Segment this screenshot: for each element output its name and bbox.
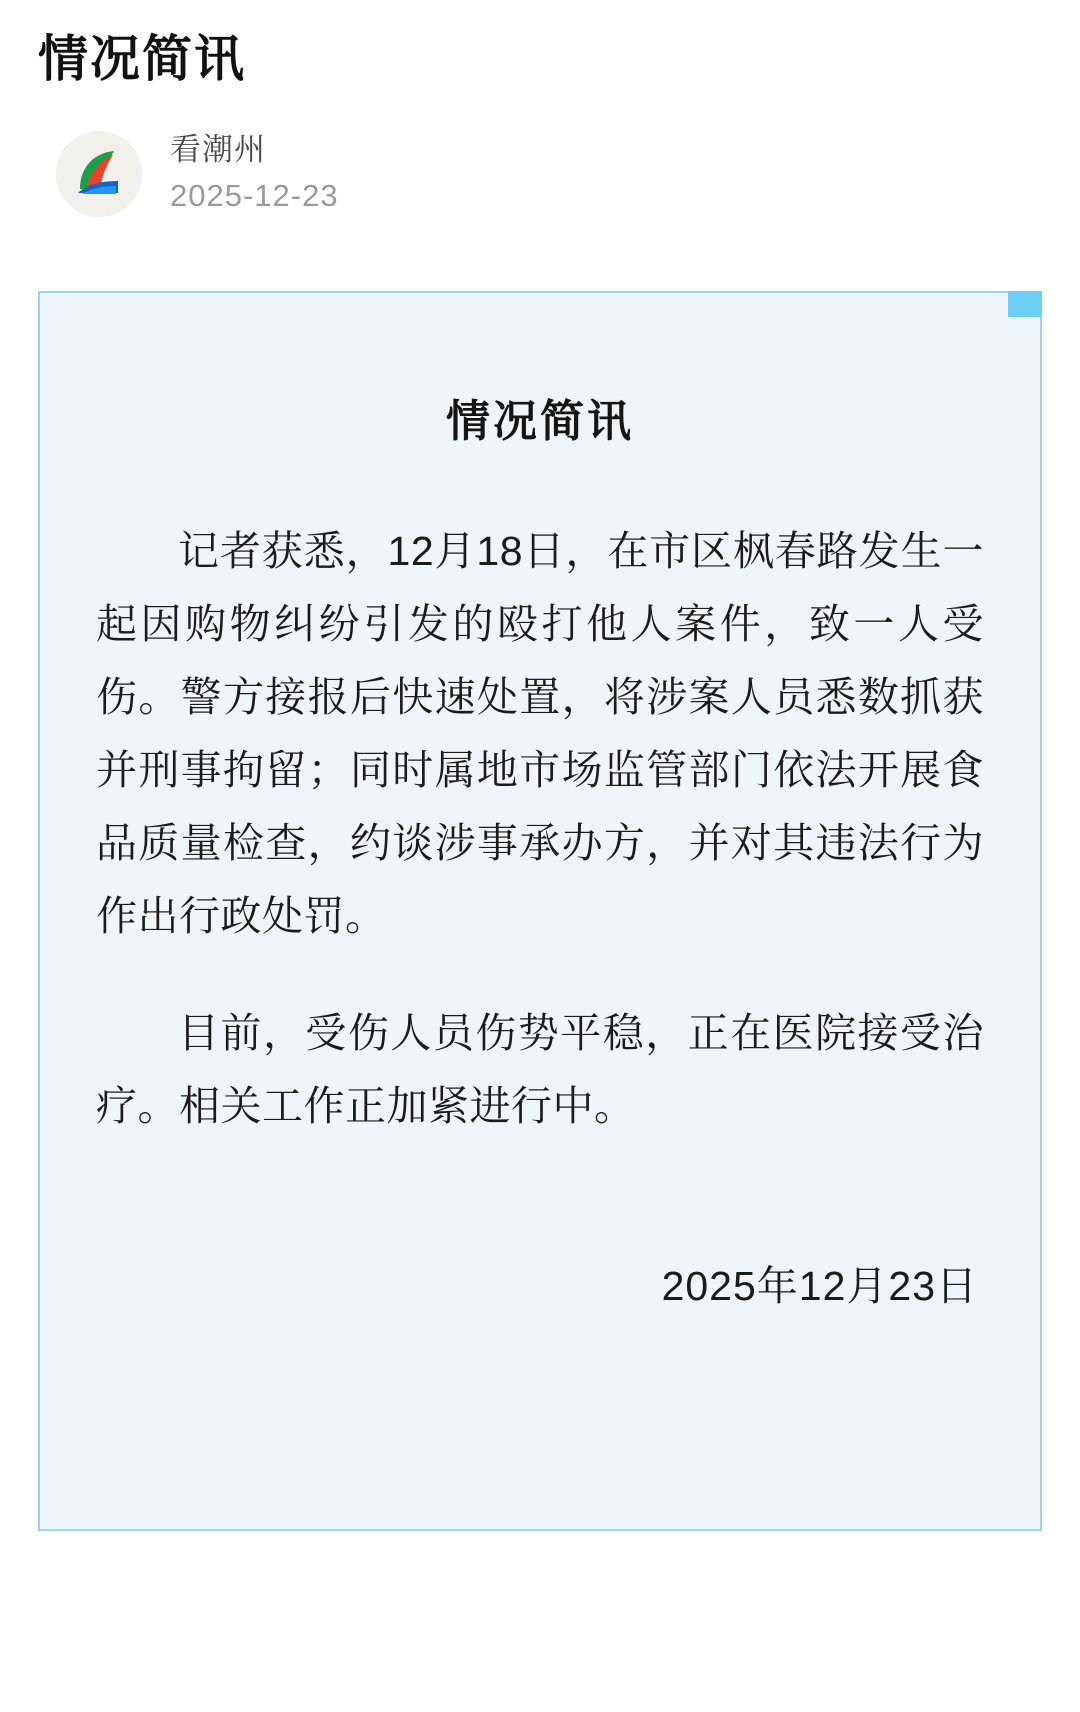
avatar[interactable] [56, 131, 142, 217]
article-page [0, 28, 1080, 1712]
page-title: 情况简讯 [38, 31, 246, 87]
notice-wrapper [38, 291, 1042, 1531]
publish-date: 2025-12-23 [170, 178, 339, 214]
corner-accent-marker [1008, 291, 1042, 317]
kanchaozhou-logo-icon [56, 131, 142, 217]
notice-paragraph: 记者获悉，12月18日，在市区枫春路发生一起因购物纠纷引发的殴打他人案件，致一人受伤。警方接报后快速处置，将涉案人员悉数抓获并刑事拘留；同时属地市场监管部门依法开展食品质量检查，约谈涉事承办方，并对其违法行为作出行政处罚。 [96, 528, 984, 940]
notice-title: 情况简讯 [446, 397, 634, 447]
byline-text [170, 129, 339, 220]
notice-sign-date: 2025年12月23日 [661, 1263, 978, 1310]
notice-paragraph: 目前，受伤人员伤势平稳，正在医院接受治疗。相关工作正加紧进行中。 [96, 1010, 984, 1130]
notice-card [38, 291, 1042, 1531]
notice-body [96, 515, 984, 1143]
byline [56, 129, 1080, 220]
source-name[interactable]: 看潮州 [170, 131, 266, 167]
